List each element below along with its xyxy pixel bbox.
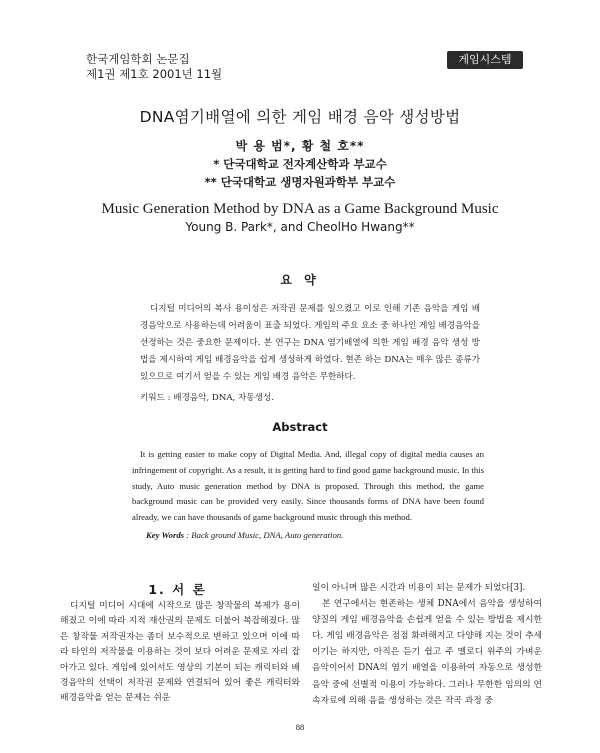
paper-title-korean: DNA염기배열에 의한 게임 배경 음악 생성방법 bbox=[139, 108, 461, 126]
introduction-heading: 1. 서 론 bbox=[148, 582, 207, 597]
korean-keywords: 키워드 : 배경음악, DNA, 자동생성. bbox=[140, 393, 274, 403]
english-abstract-body: It is getting easier to make copy of Digital Media. And, illegal copy of digital media causes an infringement of copyright. As a result, it is getting hard to find good game background music. In this study, Auto music generation method by DNA is proposed. Through this method, the game background music can be provided very easily. Since thousands forms of DNA have been found already, we can have thousands of game background music through this method. bbox=[132, 449, 484, 523]
authors-korean: 박 용 범*, 황 철 호** bbox=[235, 139, 365, 153]
paper-title-english: Music Generation Method by DNA as a Game Background Music bbox=[101, 201, 499, 217]
korean-abstract-heading: 요 약 bbox=[280, 273, 320, 287]
keywords-text: : Back ground Music, DNA, Auto generation. bbox=[184, 530, 344, 540]
affiliation-1: * 단국대학교 전자계산학과 부교수 bbox=[213, 157, 387, 171]
page-number: 88 bbox=[295, 722, 305, 732]
introduction-right-column bbox=[312, 580, 542, 709]
english-abstract-heading: Abstract bbox=[272, 420, 328, 434]
english-keywords bbox=[146, 530, 343, 540]
keywords-label: Key Words bbox=[146, 530, 185, 540]
korean-abstract-body: 디지털 미디어의 복사 용이성은 저작권 문제를 일으켰고 이로 인해 기존 음악을 게임 배경음악으로 사용하는데 어려움이 표출 되었다. 게임의 주요 요소 중 하나인 게임 배경음악을 선정하는 것은 중요한 문제이다. 본 연구는 DNA 염기배열에 의한 게임 배경 음악 생성 방법을 제시하여 게임 배경음악을 쉽게 생성하게 하였다. 현존 하는 DNA는 매우 많은 종류가 있으므로 여기서 얻을 수 있는 게임 배경 음악은 무한하다. bbox=[140, 304, 480, 382]
authors-english: Young B. Park*, and CheolHo Hwang** bbox=[185, 220, 415, 234]
journal-issue: 제1권 제1호 2001년 11월 bbox=[86, 67, 223, 81]
journal-name: 한국게임학회 논문집 bbox=[86, 52, 190, 66]
right-paragraph-2: 본 연구에서는 현존하는 생체 DNA에서 음악을 생성하여 양질의 게임 배경음악을 손쉽게 얻을 수 있는 방법을 제시한다. 게임 배경음악은 점점 화려해지고 다양해 지는 것이 추세이기는 하지만, 아직은 듣기 쉽고 주 멜로디 위주의 가벼운 음악이어서 DNA의 염기 배열을 이용하여 자동으로 생성한 음악 중에 선별적 이용이 가능하다. 그러나 무한한 임의의 연속자료에 의해 음을 생성하는 것은 작곡 과정 중 bbox=[312, 599, 542, 706]
right-paragraph-1: 일이 아니며 많은 시간과 비용이 되는 문제가 되었다[3]. bbox=[312, 583, 526, 593]
affiliation-2: ** 단국대학교 생명자원과학부 부교수 bbox=[204, 175, 396, 189]
journal-info bbox=[86, 52, 222, 82]
section-tag: 게임시스템 bbox=[447, 51, 523, 69]
introduction-left-column: 디지털 미디어 시대에 시작으로 많은 창작물의 복제가 용이해졌고 이에 따라 지적 재산권의 문제도 더불어 복잡해졌다. 많은 창작물 저작권자는 좀더 보수적으로 변하고 있으며 이에 따라 타인의 저작물을 이용하는 것이 보다 어려운 문제로 자리 잡아가고 있다. 게임에 있어서도 영상의 기본이 되는 캐릭터와 배경음악의 선택이 저작권 문제와 연결되어 있어 좋은 캐릭터와 배경음악을 얻는 문제는 쉬운 bbox=[60, 601, 300, 704]
